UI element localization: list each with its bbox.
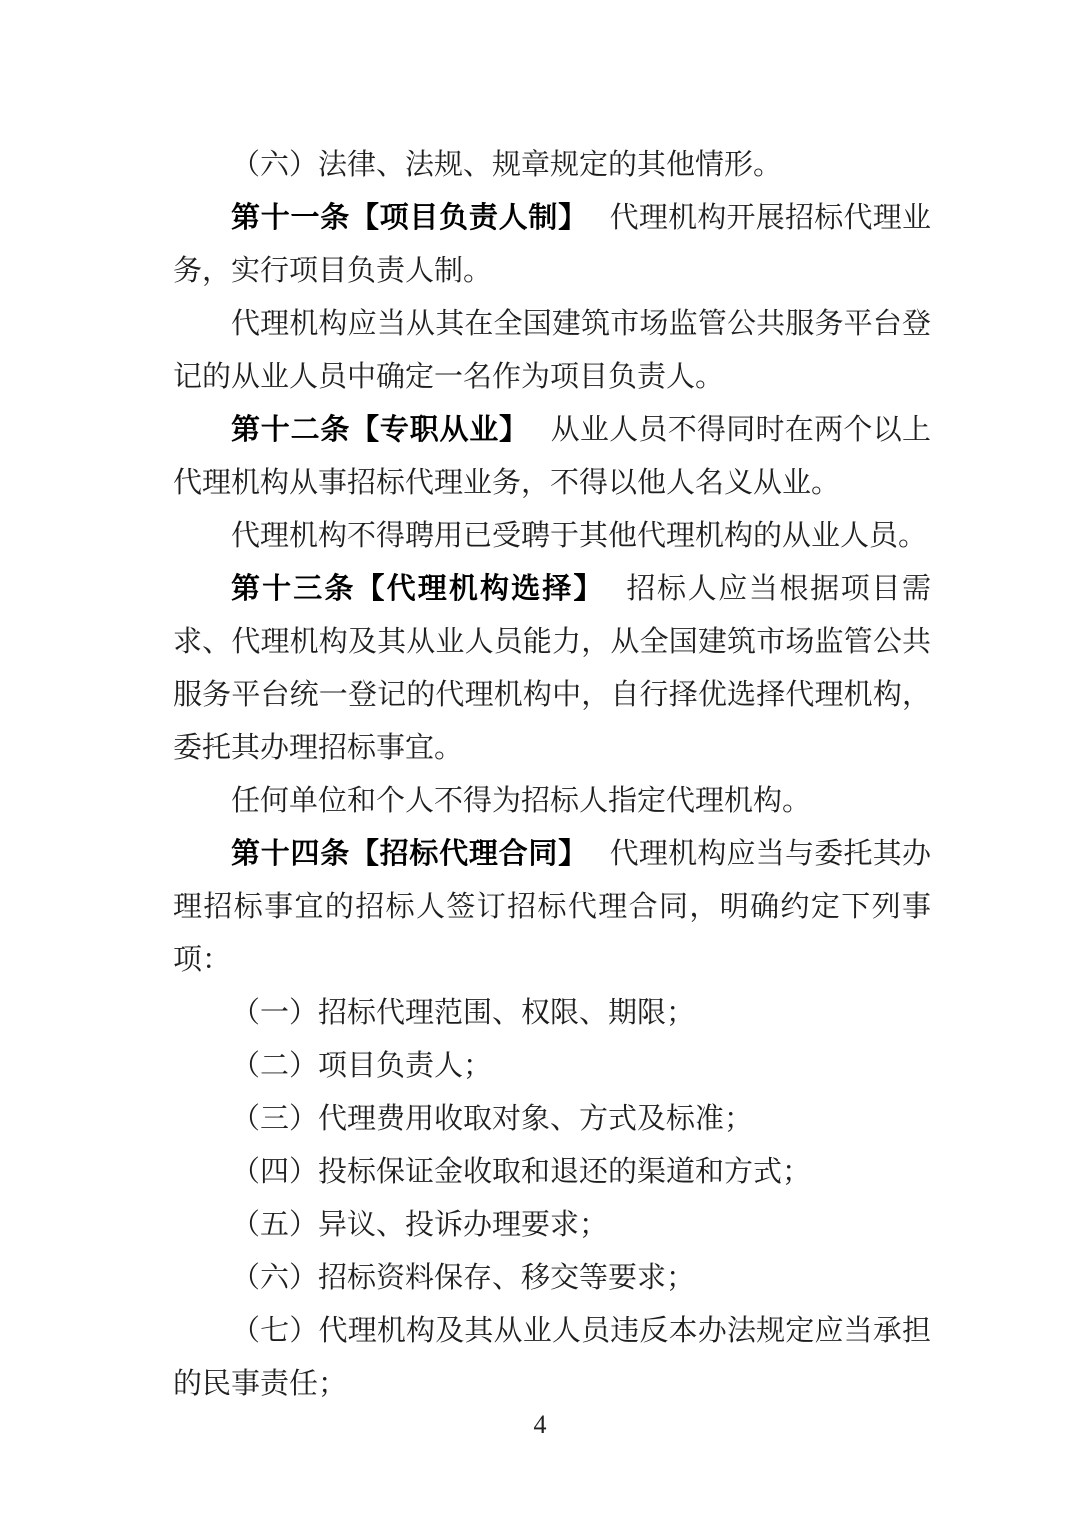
paragraph-article-13-body <box>173 775 931 828</box>
paragraph-article-11 <box>173 192 931 298</box>
paragraph-text: （四）投标保证金收取和退还的渠道和方式； <box>231 1156 812 1188</box>
paragraph-text: 代理机构不得聘用已受聘于其他代理机构的从业人员。 <box>231 520 928 552</box>
page-footer <box>0 1408 1080 1442</box>
paragraph-text: 代理机构应当与委托其办理招标事宜的招标人签订招标代理合同，明确约定下列事项： <box>173 838 931 976</box>
paragraph-text: （七）代理机构及其从业人员违反本办法规定应当承担的民事责任； <box>173 1315 931 1400</box>
paragraph-article-12 <box>173 404 931 510</box>
article-12-title: 第十二条【专职从业】 <box>231 414 529 446</box>
page-number: 4 <box>533 1410 547 1439</box>
paragraph-article-11-body <box>173 298 931 404</box>
list-item-7 <box>173 1305 931 1411</box>
article-11-title: 第十一条【项目负责人制】 <box>231 202 588 234</box>
paragraph-article-13 <box>173 563 931 775</box>
list-item-5 <box>173 1199 931 1252</box>
paragraph-text: （六）招标资料保存、移交等要求； <box>231 1262 696 1294</box>
paragraph-text: 招标人应当根据项目需求、代理机构及其从业人员能力，从全国建筑市场监管公共服务平台统一登记的代理机构中，自行择优选择代理机构，委托其办理招标事宜。 <box>173 573 931 764</box>
paragraph-text: （五）异议、投诉办理要求； <box>231 1209 609 1241</box>
list-item-2 <box>173 1040 931 1093</box>
paragraph-article-12-body <box>173 510 931 563</box>
paragraph-text: （二）项目负责人； <box>231 1050 493 1082</box>
list-item-1 <box>173 987 931 1040</box>
paragraph-text: 任何单位和个人不得为招标人指定代理机构。 <box>231 785 812 817</box>
paragraph-text: （一）招标代理范围、权限、期限； <box>231 997 696 1029</box>
article-14-title: 第十四条【招标代理合同】 <box>231 838 588 870</box>
paragraph-text: 代理机构开展招标代理业务，实行项目负责人制。 <box>173 202 931 287</box>
paragraph-text: （三）代理费用收取对象、方式及标准； <box>231 1103 754 1135</box>
article-13-title: 第十三条【代理机构选择】 <box>231 573 605 605</box>
paragraph-text: （六）法律、法规、规章规定的其他情形。 <box>231 149 783 181</box>
list-item-4 <box>173 1146 931 1199</box>
paragraph-text: 从业人员不得同时在两个以上代理机构从事招标代理业务，不得以他人名义从业。 <box>173 414 931 499</box>
document-body <box>173 139 931 1411</box>
list-item-6 <box>173 1252 931 1305</box>
paragraph-text: 代理机构应当从其在全国建筑市场监管公共服务平台登记的从业人员中确定一名作为项目负责人。 <box>173 308 931 393</box>
paragraph-article-14 <box>173 828 931 987</box>
paragraph-item-6-other <box>173 139 931 192</box>
list-item-3 <box>173 1093 931 1146</box>
